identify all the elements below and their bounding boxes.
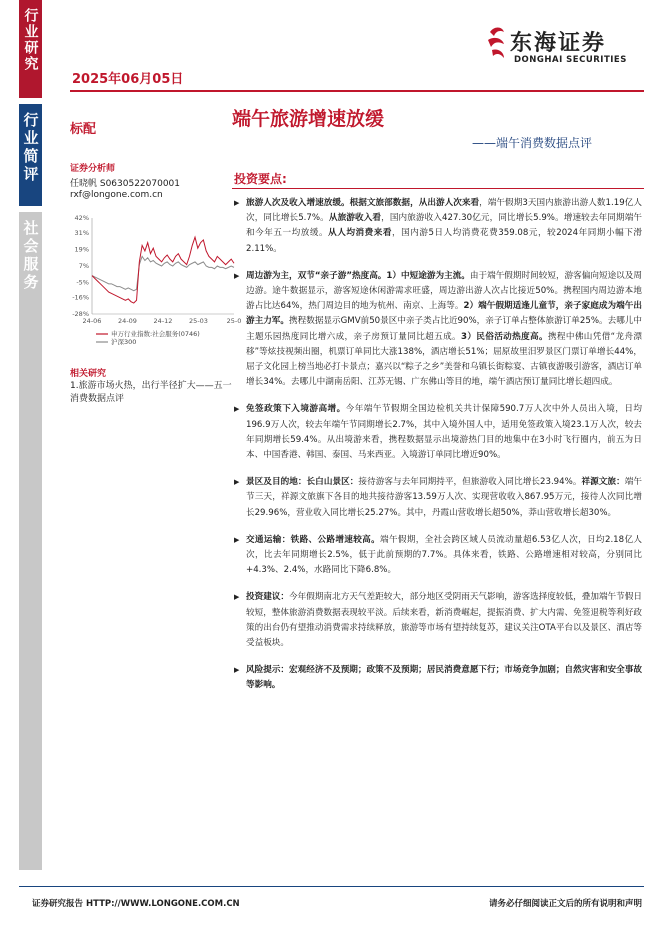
footer-left: 证券研究报告 HTTP://WWW.LONGONE.COM.CN [32,899,240,909]
key-point-lead: 风险提示： [246,665,290,676]
analyst-email: rxf@longone.com.cn [70,190,163,200]
band-industry-research [19,0,42,98]
y-tick-label: 31% [74,229,89,238]
analyst-label: 证券分析师 [70,164,116,174]
key-point-text: ，端午假期3天国内旅游出游人数1.19亿人次，同比增长5.7%。 [246,198,642,224]
key-point-text: 2）端午假期适逢儿童节，亲子家庭成为端午出游主力军。 [246,301,642,327]
x-tick-label: 24-06 [82,317,102,325]
y-tick-label: -16% [72,293,89,302]
page-subtitle: ——端午消费数据点评 [472,136,593,150]
key-point-text: 宏观经济不及预期；政策不及预期；居民消费意愿下行；市场竞争加剧；自然灾害和安全事故等影响。 [246,665,642,691]
key-point-lead: 旅游人次及收入增速放缓。 [246,198,350,208]
key-point-lead: 周边游为主，双节“亲子游”热度高。 [246,270,387,281]
band-industry-brief-label: 行业简评 [21,112,40,184]
band-social-services [19,212,42,870]
x-tick-label: 25-03 [189,317,208,325]
report-date: 2025年06月05日 [72,72,184,87]
series-line-csi300 [92,256,234,290]
key-point-text: 端午节三天，祥源文旅旗下各目的地共接待游客13.59万人次、实现营收收入867.95万元，接待人次同比增长29.96%，营业收入同比增长25.27%。其中，丹霞山营收增长超50%，莽山营收增长超30%。 [246,477,642,518]
x-tick-label: 24-12 [153,317,173,325]
page-title: 端午旅游增速放缓 [232,108,385,130]
key-point-text: 从旅游收入看 [328,213,382,224]
key-point-5 [234,533,642,579]
key-point-lead: 投资建议： [246,592,290,603]
legend-label: 申万行业指数:社会服务(0746) [111,330,200,338]
key-point-lead: 免签政策下入境游高增。 [246,404,346,415]
rating-label: 标配 [70,122,97,137]
logo-text-cn: 东海证券 [510,31,607,56]
key-point-1 [234,196,642,257]
key-point-text: 携程中佛山凭借“龙舟漂移”等炫技视频出圈，机票订单同比大涨138%，酒店增长51%；屈原故里汨罗景区门票订单增长44%，屈子文化园上榜当地必打卡景点；嘉兴以“粽子之乡”美誉和乌镇长街粽宴、古镇夜游吸引游客，酒店订单增长34%。去哪儿中湖南岳阳、江苏无锡、广东佛山等目的地，端午酒店预订量同比增长超四成。 [246,331,642,388]
key-point-text: 今年端午节假期全国边检机关共计保障590.7万人次中外人员出入境，日均196.9万人次，较去年端午节同期增长2.7%，其中入境外国人中，适用免签政策入境23.1万人次，较去年同期增长59.4%。从出境游来看，携程数据显示出境游热门目的地集中在3小时飞行圈内，前五为日本、中国香港、韩国、泰国、马来西亚。入境游订单同比增近90%。 [246,404,642,461]
band-industry-research-label: 行业研究 [22,8,39,72]
key-point-2 [234,269,642,391]
key-point-text: ，国内游5日人均消费花费359.08元，较2024年同期小幅下滑2.11%。 [246,228,642,254]
y-tick-label: 42% [74,214,89,222]
band-social-services-label: 社会服务 [21,220,40,292]
key-points-label: 投资要点: [234,172,287,186]
key-point-text: 今年假期南北方天气差距较大，部分地区受阴雨天气影响，游客选择度较低，叠加端午节假日较短，整体旅游消费数据表现较平淡。后续来看，新消费崛起，提振消费、扩大内需、免签退税等利好政策的出台仍有望推动消费需求持续释放，旅游等市场有望持续复苏，建议关注OTA平台以及景区、酒店等受益板块。 [246,592,642,649]
band-industry-brief [19,104,42,206]
key-point-6 [234,590,642,651]
footer-disclaimer: 请务必仔细阅读正文后的所有说明和声明 [488,899,642,909]
key-point-text: 携程数据显示GMV前50景区中亲子类占比近90%，亲子订单占整体旅游订单25%。去哪儿中主题乐园热度同比增六成，亲子房预订量同比超五成。 [246,316,642,342]
y-tick-label: -28% [72,310,89,318]
key-point-3 [234,402,642,463]
analyst-name: 任晓帆 S0630522070001 [70,179,181,189]
key-point-4 [234,475,642,521]
x-tick-label: 25-0 [226,317,242,325]
related-research-item[interactable]: 1.旅游市场火热，出行半径扩大——五一消费数据点评 [70,381,232,404]
logo-text-en: DONGHAI SECURITIES [514,55,627,65]
footer-divider [19,886,644,887]
x-tick-label: 24-09 [118,317,137,325]
key-point-7 [234,663,642,693]
key-point-text: 由于端午假期时间较短，游客偏向短途以及周边游。途牛数据显示，游客短途休闲游需求旺盛，周边游出游人次占比接近50%。携程国内周边游本地游占比达64%，热门周边目的地为杭州、南京、上海等。 [246,270,642,312]
y-tick-label: 7% [78,262,89,270]
key-points-list [234,196,642,706]
header-divider [70,90,644,92]
key-point-text: 3）民俗活动热度高。 [461,331,548,342]
key-point-text: 端午假期，全社会跨区域人员流动量超6.53亿人次，日均2.18亿人次，比去年同期增长2.5%，低于此前预期的7.7%。具体来看，铁路、公路增速相对较高，分别同比+4.3%、2.4%，水路同比下降6.8%。 [246,534,642,576]
performance-chart [68,210,242,350]
key-point-text: 根据文旅部数据，从出游人次来看 [349,198,480,208]
key-point-text: 祥源文旅： [581,477,625,488]
key-point-lead: 景区及目的地：长白山景区： [246,477,359,488]
legend-label: 沪深300 [111,338,137,346]
key-point-text: 1）中短途游为主流。 [386,270,470,281]
key-point-text: 从人均消费来看 [328,228,392,239]
y-tick-label: 19% [74,245,89,254]
key-point-text: 接待游客与去年同期持平，但旅游收入同比增长23.94%。 [358,477,582,488]
key-point-lead: 交通运输：铁路、公路增速较高。 [246,534,381,545]
related-research-label: 相关研究 [70,369,107,379]
key-points-divider [232,188,644,189]
series-line-social-services [92,237,234,303]
key-point-text: ，国内旅游收入427.30亿元，同比增长5.9%。增速较去年同期端午和今年五一均放缓。 [246,213,642,239]
y-tick-label: -5% [76,278,89,287]
